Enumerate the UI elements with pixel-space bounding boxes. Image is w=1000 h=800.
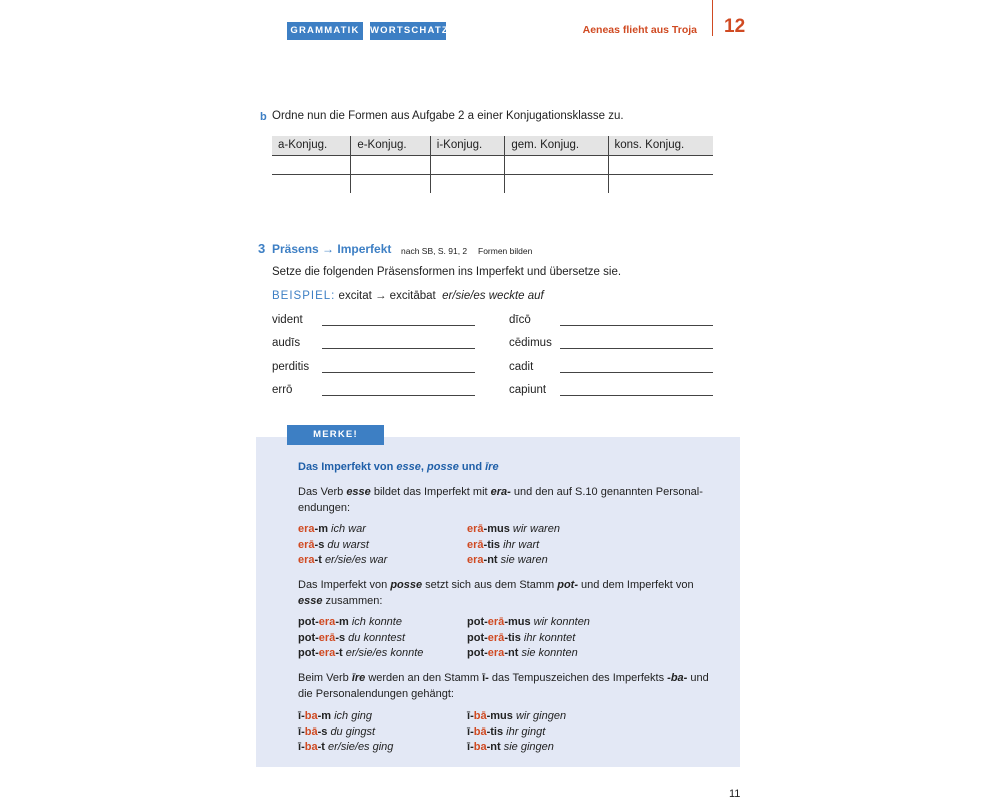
answer-cell[interactable]	[608, 155, 713, 174]
beispiel-translation: er/sie/es weckte auf	[442, 290, 544, 302]
answer-line[interactable]	[322, 348, 475, 349]
conjugation-form: pot-era-t er/sie/es konnte	[298, 647, 424, 660]
conjugation-form: pot-erā-s du konntest	[298, 631, 406, 644]
tag-wortschatz: WORTSCHATZ	[370, 22, 446, 40]
word-perditis: perditis	[272, 361, 310, 373]
conjugation-form: ī-bā-s du gingst	[298, 725, 376, 738]
exercise-title: Präsens → Imperfekt	[272, 242, 392, 256]
conjugation-form: pot-erā-tis ihr konntet	[467, 631, 576, 644]
exercise-reference: nach SB, S. 91, 2	[401, 246, 468, 256]
answer-cell[interactable]	[505, 155, 608, 174]
chapter-number: 12	[724, 16, 746, 37]
word-erro: errō	[272, 384, 293, 396]
page-number: 11	[729, 788, 741, 800]
word-cadit: cadit	[509, 361, 534, 373]
col-i-konjug: i-Konjug.	[430, 136, 505, 155]
conjugation-form: era-m ich war	[298, 523, 366, 535]
conjugation-form: pot-era-m ich konnte	[298, 616, 402, 628]
conjugation-form: erā-tis ihr wart	[467, 538, 540, 551]
header-divider	[712, 0, 713, 36]
word-vident: vident	[272, 314, 303, 326]
word-dico: dīcō	[509, 314, 531, 326]
task-b-instruction: Ordne nun die Formen aus Aufgabe 2 a einer Konjugationsklasse zu.	[272, 110, 624, 122]
conjugation-form: erā-s du warst	[298, 538, 369, 551]
beispiel-text: excitat → excitābat	[338, 290, 436, 302]
answer-line[interactable]	[322, 395, 475, 396]
conjugation-form: pot-erā-mus wir konnten	[467, 616, 590, 628]
answer-cell[interactable]	[272, 155, 351, 174]
answer-cell[interactable]	[608, 174, 713, 193]
answer-line[interactable]	[560, 348, 713, 349]
exercise-skill: Formen bilden	[478, 246, 533, 256]
merke-tag: MERKE!	[287, 425, 384, 445]
chapter-title: Aeneas flieht aus Troja	[582, 24, 697, 36]
conjugation-form: ī-ba-nt sie gingen	[467, 741, 554, 754]
col-e-konjug: e-Konjug.	[351, 136, 430, 155]
answer-cell[interactable]	[351, 155, 430, 174]
answer-line[interactable]	[560, 325, 713, 326]
word-cedimus: cēdimus	[509, 337, 552, 349]
answer-cell[interactable]	[430, 174, 505, 193]
task-b-letter: b	[260, 111, 267, 123]
beispiel-label: BEISPIEL:	[272, 290, 336, 302]
conjugation-form: ī-bā-tis ihr gingt	[467, 725, 546, 738]
answer-line[interactable]	[560, 372, 713, 373]
conjugation-form: erā-mus wir waren	[467, 523, 560, 535]
conjugation-form: era-nt sie waren	[467, 554, 548, 567]
conjugation-table	[272, 136, 713, 193]
tag-grammatik: GRAMMATIK	[287, 22, 363, 40]
exercise-instruction: Setze die folgenden Präsensformen ins Imperfekt und übersetze sie.	[272, 266, 622, 278]
conjugation-form: ī-bā-mus wir gingen	[467, 710, 567, 722]
col-gem-konjug: gem. Konjug.	[505, 136, 608, 155]
answer-line[interactable]	[560, 395, 713, 396]
answer-cell[interactable]	[272, 174, 351, 193]
conjugation-form: era-t er/sie/es war	[298, 554, 388, 567]
conjugation-form: ī-ba-t er/sie/es ging	[298, 741, 394, 754]
merke-esse-explanation: Das Verb esse bildet das Imperfekt mit era- und den auf S.10 genannten Personal- endungen:	[298, 486, 703, 514]
merke-posse-explanation: Das Imperfekt von posse setzt sich aus dem Stamm pot- und dem Imperfekt von esse zusammen:	[298, 579, 694, 607]
col-kons-konjug: kons. Konjug.	[608, 136, 713, 155]
beispiel-line	[272, 290, 544, 302]
answer-line[interactable]	[322, 372, 475, 373]
word-capiunt: capiunt	[509, 384, 547, 396]
word-audis: audīs	[272, 337, 301, 349]
answer-cell[interactable]	[505, 174, 608, 193]
exercise-number: 3	[258, 241, 266, 256]
answer-line[interactable]	[322, 325, 475, 326]
answer-cell[interactable]	[351, 174, 430, 193]
col-a-konjug: a-Konjug.	[272, 136, 351, 155]
conjugation-form: ī-ba-m ich ging	[298, 710, 373, 722]
answer-cell[interactable]	[430, 155, 505, 174]
merke-heading: Das Imperfekt von esse, posse und īre	[298, 461, 499, 473]
merke-ire-explanation: Beim Verb īre werden an den Stamm ī- das Tempuszeichen des Imperfekts -ba- und die Personalendungen gehängt:	[298, 672, 709, 700]
conjugation-form: pot-era-nt sie konnten	[467, 647, 578, 660]
